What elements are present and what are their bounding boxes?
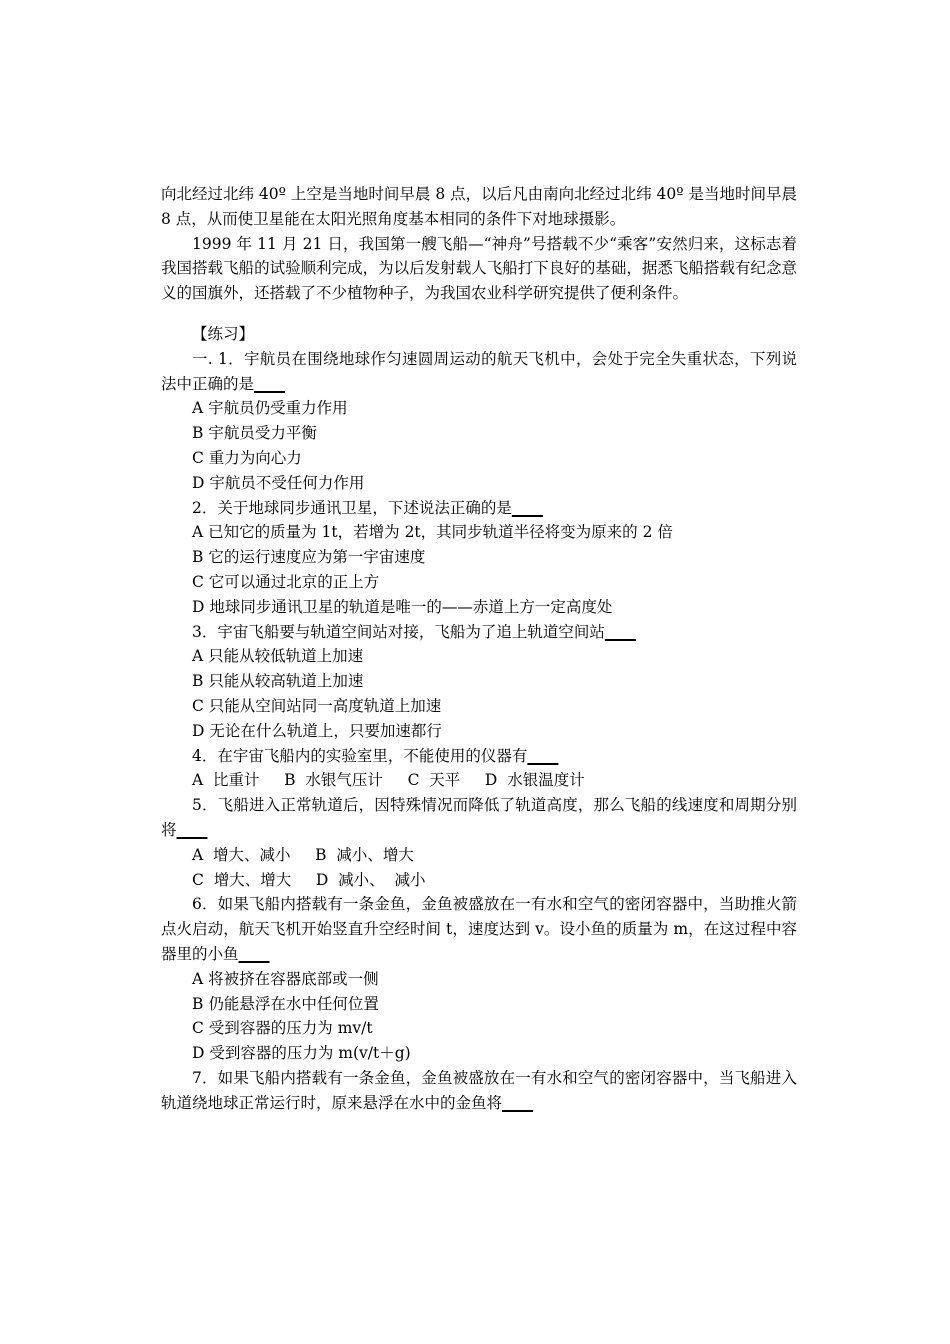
question-2-option-b: B 它的运行速度应为第一宇宙速度 [192, 548, 426, 567]
question-6-option-c: C 受到容器的压力为 mv/t [192, 1019, 373, 1038]
answer-blank: ____ [511, 498, 543, 517]
answer-blank: ____ [254, 374, 286, 393]
question-4-options: A 比重计 B 水银气压计 C 天平 D 水银温度计 [192, 771, 585, 790]
question-3-option-c: C 只能从空间站同一高度轨道上加速 [192, 696, 442, 715]
intro-paragraph-2: 1999 年 11 月 21 日，我国第一艘飞船—“神舟”号搭载不少“乘客”安然归来，这标志着我国搭载飞船的试验顺利完成，为以后发射载人飞船打下良好的基础，据悉飞船搭载有纪念意义的国旗外，还搭载了不少植物种子，为我国农业科学研究提供了便利条件。 [161, 234, 797, 303]
question-3-option-d: D 无论在什么轨道上，只要加速都行 [192, 721, 442, 740]
answer-blank: ____ [604, 622, 636, 641]
question-3-stem: 3．宇宙飞船要与轨道空间站对接，飞船为了追上轨道空间站____ [192, 622, 636, 641]
question-3-option-b: B 只能从较高轨道上加速 [192, 672, 364, 691]
question-2-option-c: C 它可以通过北京的正上方 [192, 572, 380, 591]
question-6-option-d: D 受到容器的压力为 m(v/t＋g) [192, 1044, 411, 1063]
question-7-stem: 7．如果飞船内搭载有一条金鱼，金鱼被盛放在一有水和空气的密闭容器中，当飞船进入轨道绕地球正常运行时，原来悬浮在水中的金鱼将____ [161, 1068, 797, 1112]
answer-blank: ____ [176, 820, 208, 839]
answer-blank: ____ [238, 944, 270, 963]
spacer [161, 306, 797, 322]
question-2-option-d: D 地球同步通讯卫星的轨道是唯一的——赤道上方一定高度处 [192, 597, 613, 616]
intro-paragraph-1: 向北经过北纬 40º 上空是当地时间早晨 8 点，以后凡由南向北经过北纬 40º 是当地时间早晨 8 点，从而使卫星能在太阳光照角度基本相同的条件下对地球摄影。 [161, 185, 797, 228]
question-1-stem: 一. 1．宇航员在围绕地球作匀速圆周运动的航天飞机中，会处于完全失重状态，下列说法中正确的是____ [161, 349, 797, 393]
question-2-stem: 2．关于地球同步通讯卫星，下述说法正确的是____ [192, 498, 543, 517]
question-1-option-a: A 宇航员仍受重力作用 [192, 399, 348, 418]
document-page [161, 182, 797, 1115]
question-5-stem: 5．飞船进入正常轨道后，因特殊情况而降低了轨道高度，那么飞船的线速度和周期分别将____ [161, 796, 797, 839]
question-6-option-b: B 仍能悬浮在水中任何位置 [192, 994, 379, 1013]
question-2-option-a: A 已知它的质量为 1t，若增为 2t，其同步轨道半径将变为原来的 2 倍 [192, 523, 673, 542]
question-1-option-d: D 宇航员不受任何力作用 [192, 473, 365, 492]
question-6-option-a: A 将被挤在容器底部或一侧 [192, 969, 379, 988]
question-5-options-row-2: C 增大、增大 D 减小、 减小 [192, 870, 426, 889]
question-4-stem: 4．在宇宙飞船内的实验室里，不能使用的仪器有____ [192, 746, 559, 765]
question-1-option-c: C 重力为向心力 [192, 448, 302, 467]
question-5-options-row-1: A 增大、减小 B 减小、增大 [192, 845, 414, 864]
question-3-option-a: A 只能从较低轨道上加速 [192, 647, 364, 666]
exercise-heading: 【练习】 [192, 324, 255, 343]
question-6-stem: 6．如果飞船内搭载有一条金鱼，金鱼被盛放在一有水和空气的密闭容器中，当助推火箭点火启动，航天飞机开始竖直升空经时间 t，速度达到 v。设小鱼的质量为 m，在这过程中容器里的小鱼____ [161, 895, 797, 963]
answer-blank: ____ [527, 746, 559, 765]
question-1-option-b: B 宇航员受力平衡 [192, 424, 317, 443]
answer-blank: ____ [502, 1093, 534, 1112]
